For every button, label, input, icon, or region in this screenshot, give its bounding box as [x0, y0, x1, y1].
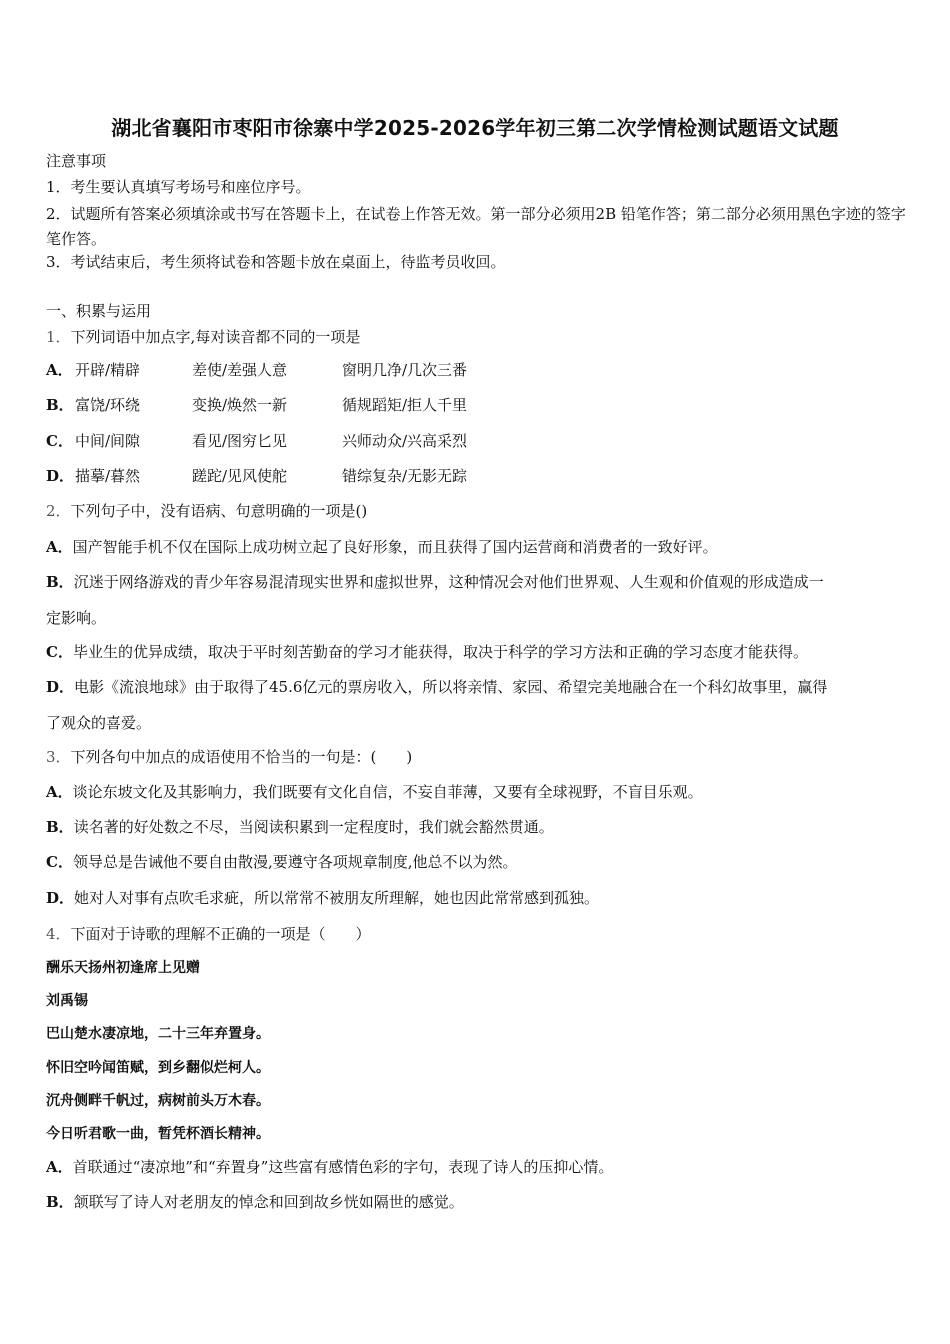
notice-item-2: 2．试题所有答案必须填涂或书写在答题卡上，在试卷上作答无效。第一部分必须用2B 铅笔作答；第二部分必须用黑色字迹的签字笔作答。	[46, 205, 906, 248]
section-heading: 一、积累与运用	[46, 302, 152, 320]
q1-option-a-col1: 开辟/精辟	[75, 361, 141, 379]
question-stem: 下列句子中，没有语病、句意明确的一项是()	[70, 502, 368, 520]
poem-author: 刘禹锡	[46, 993, 88, 1009]
q2-option-b	[46, 572, 824, 592]
q3-option-c	[46, 852, 518, 872]
page-title: 湖北省襄阳市枣阳市徐寨中学2025-2026学年初三第二次学情检测试题语文试题	[111, 116, 839, 140]
q1-option-c-col2: 看见/图穷匕见	[192, 432, 288, 450]
q3-option-d	[46, 888, 599, 908]
q1-option-letter: B．	[46, 396, 74, 414]
option-letter: B．	[46, 818, 74, 836]
option-text: 领导总是告诫他不要自由散漫,要遵守各项规章制度,他总不以为然。	[72, 853, 518, 871]
question-4	[46, 924, 371, 944]
option-text: 毕业生的优异成绩，取决于平时刻苦勤奋的学习才能获得，取决于科学的学习方法和正确的学习态度才能获得。	[72, 643, 808, 661]
option-letter: A．	[46, 783, 73, 801]
q2-option-a	[46, 537, 718, 557]
question-number: 1．	[46, 328, 71, 346]
q4-option-a	[46, 1157, 613, 1177]
q4-option-b	[46, 1192, 464, 1212]
question-number: 4．	[46, 925, 71, 943]
question-stem: 下列词语中加点字,每对读音都不同的一项是	[70, 328, 361, 346]
option-letter: B．	[46, 1193, 74, 1211]
option-text: 她对人对事有点吹毛求疵，所以常常不被朋友所理解，她也因此常常感到孤独。	[74, 889, 600, 907]
notice-item-1: 1．考生要认真填写考场号和座位序号。	[46, 178, 311, 196]
q2-option-d-continued: 了观众的喜爱。	[46, 714, 152, 732]
q1-option-c-col3: 兴师动众/兴高采烈	[342, 432, 468, 450]
option-text: 电影《流浪地球》由于取得了45.6亿元的票房收入，所以将亲情、家园、希望完美地融合在一个科幻故事里，赢得	[74, 678, 828, 696]
option-text: 沉迷于网络游戏的青少年容易混清现实世界和虚拟世界，这种情况会对他们世界观、人生观和价值观的形成造成一	[73, 573, 824, 591]
q2-option-c	[46, 642, 808, 662]
q2-option-d	[46, 677, 827, 697]
q1-option-b-col2: 变换/焕然一新	[192, 396, 288, 414]
option-letter: C．	[46, 643, 73, 661]
q1-option-d-col2: 蹉跎/见风使舵	[192, 467, 288, 485]
q2-option-b-continued: 定影响。	[46, 609, 107, 627]
poem-line: 今日听君歌一曲，暂凭杯酒长精神。	[46, 1126, 270, 1142]
question-number: 3．	[46, 748, 71, 766]
q1-option-letter: C．	[46, 432, 73, 450]
option-letter: C．	[46, 853, 73, 871]
option-text: 首联通过“凄凉地”和“弃置身”这些富有感情色彩的字句，表现了诗人的压抑心情。	[72, 1158, 614, 1176]
notice-item-3: 3．考试结束后，考生须将试卷和答题卡放在桌面上，待监考员收回。	[46, 253, 506, 271]
q1-option-c-col1: 中间/间隙	[75, 432, 141, 450]
q1-option-letter: D．	[46, 467, 75, 485]
q3-option-b	[46, 817, 554, 837]
q1-option-d-col1: 描摹/暮然	[75, 467, 141, 485]
question-stem: 下列各句中加点的成语使用不恰当的一句是：( )	[70, 748, 413, 766]
option-letter: D．	[46, 889, 75, 907]
q1-option-a-col2: 差使/差强人意	[192, 361, 288, 379]
question-number: 2．	[46, 502, 71, 520]
q1-option-b-col3: 循规蹈矩/拒人千里	[342, 396, 468, 414]
question-2	[46, 501, 367, 521]
poem-line: 巴山楚水凄凉地，二十三年弃置身。	[46, 1026, 270, 1042]
option-text: 颔联写了诗人对老朋友的悼念和回到故乡恍如隔世的感觉。	[73, 1193, 464, 1211]
notice-heading: 注意事项	[46, 152, 107, 170]
poem-line: 沉舟侧畔千帆过，病树前头万木春。	[46, 1093, 270, 1109]
poem-title: 酬乐天扬州初逢席上见赠	[46, 960, 200, 976]
poem-line: 怀旧空吟闻笛赋，到乡翻似烂柯人。	[46, 1060, 270, 1076]
q1-option-d-col3: 错综复杂/无影无踪	[342, 467, 468, 485]
q1-option-letter: A．	[46, 361, 73, 379]
option-letter: A．	[46, 1158, 73, 1176]
option-letter: D．	[46, 678, 75, 696]
option-text: 谈论东坡文化及其影响力，我们既要有文化自信，不妄自菲薄，又要有全球视野，不盲目乐观。	[72, 783, 703, 801]
q1-option-a-col3: 窗明几净/几次三番	[342, 361, 468, 379]
q3-option-a	[46, 782, 703, 802]
q1-option-b-col1: 富饶/环绕	[75, 396, 141, 414]
question-stem: 下面对于诗歌的理解不正确的一项是（ ）	[70, 925, 371, 943]
question-1	[46, 327, 360, 347]
option-text: 国产智能手机不仅在国际上成功树立起了良好形象，而且获得了国内运营商和消费者的一致好评。	[72, 538, 718, 556]
option-letter: A．	[46, 538, 73, 556]
question-3	[46, 747, 412, 767]
option-letter: B．	[46, 573, 74, 591]
option-text: 读名著的好处数之不尽，当阅读积累到一定程度时，我们就会豁然贯通。	[73, 818, 554, 836]
